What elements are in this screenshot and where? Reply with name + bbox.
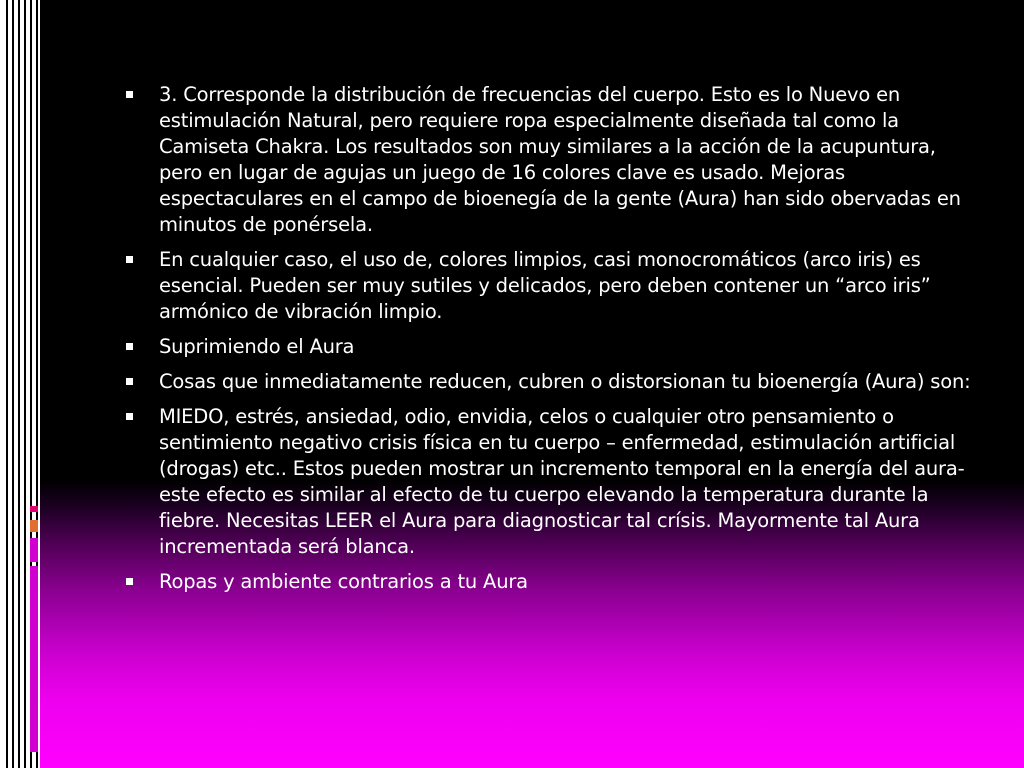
bullet-item xyxy=(122,369,972,395)
side-accent-block xyxy=(30,566,38,752)
square-bullet-icon xyxy=(126,378,133,385)
square-bullet-icon xyxy=(126,91,133,98)
side-accent-block xyxy=(30,506,38,512)
slide-content xyxy=(122,82,972,604)
bullet-list xyxy=(122,82,972,595)
bullet-text: 3. Corresponde la distribución de frecuencias del cuerpo. Esto es lo Nuevo en estimulación Natural, pero requiere ropa especialmente diseñada tal como la Camiseta Chakra. Los resultados son muy similares a la acción de la acupuntura, pero en lugar de agujas un juego de 16 colores clave es usado. Mejoras espectaculares en el campo de bioenegía de la gente (Aura) han sido obervadas en minutos de ponérsela. xyxy=(159,83,961,236)
side-accent-block xyxy=(30,538,38,562)
side-stripe xyxy=(18,0,20,768)
bullet-item xyxy=(122,247,972,325)
decorative-side-panel xyxy=(0,0,40,768)
bullet-text: En cualquier caso, el uso de, colores limpios, casi monocromáticos (arco iris) es esencial. Pueden ser muy sutiles y delicados, pero deben contener un “arco iris” armónico de vibración limpio. xyxy=(159,248,931,323)
bullet-text: Suprimiendo el Aura xyxy=(159,335,355,358)
bullet-item xyxy=(122,569,972,595)
bullet-item xyxy=(122,82,972,238)
bullet-item xyxy=(122,404,972,560)
bullet-item xyxy=(122,334,972,360)
bullet-text: Ropas y ambiente contrarios a tu Aura xyxy=(159,570,528,593)
bullet-text: MIEDO, estrés, ansiedad, odio, envidia, celos o cualquier otro pensamiento o sentimiento negativo crisis física en tu cuerpo – enfermedad, estimulación artificial (drogas) etc.. Estos pueden mostrar un incremento temporal en la energía del aura- este efecto es similar al efecto de tu cuerpo elevando la temperatura durante la fiebre. Necesitas LEER el Aura para diagnosticar tal crísis. Mayormente tal Aura incrementada será blanca. xyxy=(159,405,965,558)
side-accent-block xyxy=(30,520,38,532)
bullet-text: Cosas que inmediatamente reducen, cubren o distorsionan tu bioenergía (Aura) son: xyxy=(159,370,971,393)
side-stripe xyxy=(24,0,26,768)
side-stripe xyxy=(6,0,8,768)
square-bullet-icon xyxy=(126,578,133,585)
side-stripe xyxy=(12,0,14,768)
square-bullet-icon xyxy=(126,343,133,350)
square-bullet-icon xyxy=(126,413,133,420)
square-bullet-icon xyxy=(126,256,133,263)
